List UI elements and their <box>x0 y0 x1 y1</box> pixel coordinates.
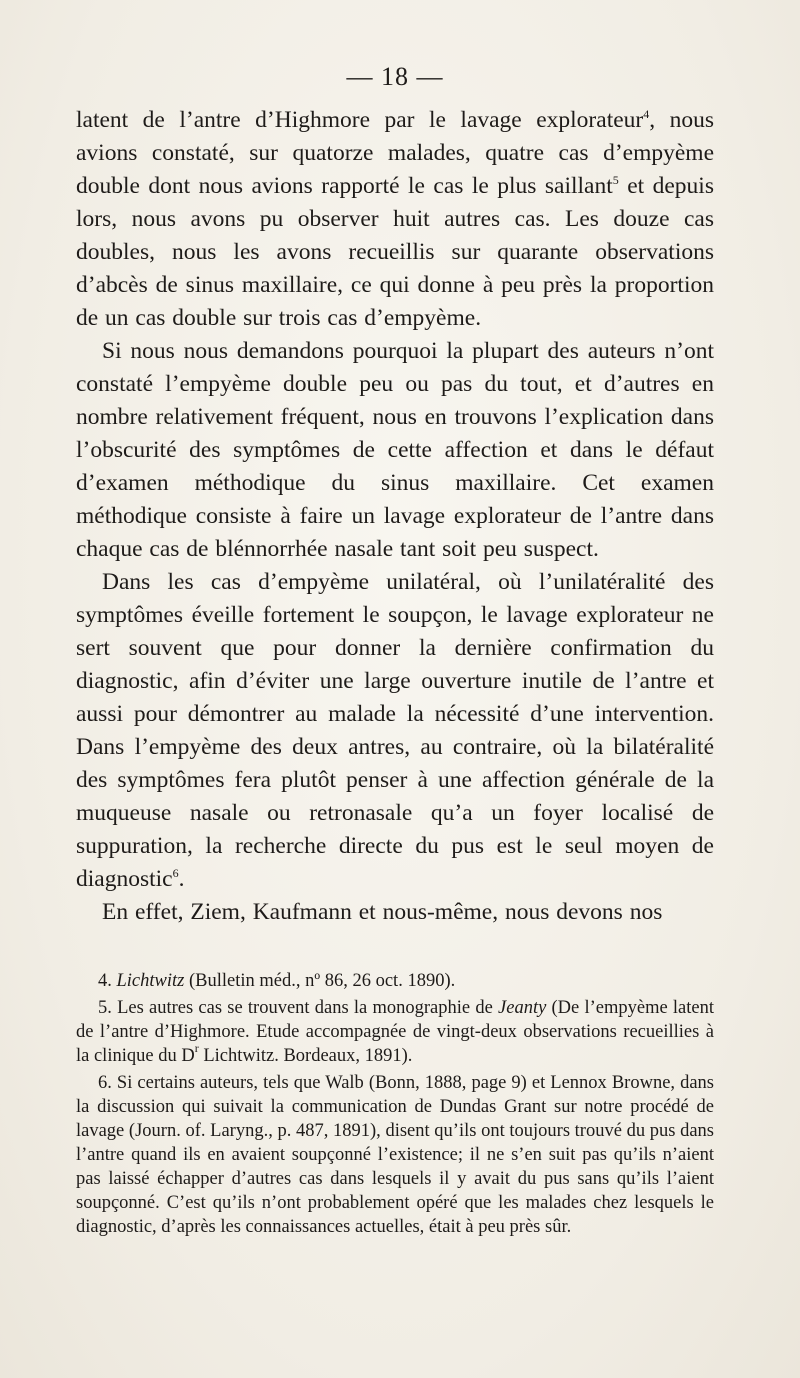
footnote-author: Lichtwitz <box>116 971 185 991</box>
paragraph-1: latent de l’antre d’Highmore par le lavage explorateur$^4$, nous avions constaté, sur quatorze malades, quatre cas d’empyème double dont nous avions rapporté le cas le plus saillant$^5$ et depuis lors, nous avons pu observer huit autres cas. Les douze cas doubles, nous les avons recueillis sur quarante observations d’abcès de sinus maxillaire, ce qui donne à peu près la proportion de un cas double sur trois cas d’empyème. <box>76 107 714 331</box>
footnote-6: 6. Si certains auteurs, tels que Walb (Bonn, 1888, page 9) et Lennox Browne, dans la discussion qui suivait la communication de Dundas Grant sur notre procédé de lavage (Journ. of. Laryng., p. 487, 1891), disent qu’ils ont toujours trouvé du pus dans l’antre quand ils en avaient soupçonné l’existence; il ne s’en suit pas qu’ils n’aient pas laissé échapper d’autres cas dans lesquels il y avait du pus sans qu’ils l’aient soupçonné. C’est qu’ils n’ont probablement opéré que les malades chez lesquels le diagnostic, d’après les connaissances actuelles, était à peu près sûr. <box>76 1073 714 1237</box>
page-number: — 18 — <box>346 62 444 91</box>
paragraph-3: Dans les cas d’empyème unilatéral, où l’unilatéralité des symptômes éveille fortement le soupçon, le lavage explorateur ne sert souvent que pour donner la dernière confirmation du diagnostic, afin d’éviter une large ouverture inutile de l’antre et aussi pour démontrer au malade la nécessité d’une intervention. Dans l’empyème des deux antres, au contraire, où la bilatéralité des symptômes fera plutôt penser à une affection générale de la muqueuse nasale ou retronasale qu’a un foyer localisé de suppuration, la recherche directe du pus est le seul moyen de diagnostic$^6$. <box>76 569 714 892</box>
footnote-number: 4. <box>98 971 112 991</box>
footnote-number: 5. <box>98 998 112 1018</box>
footnotes <box>76 969 714 1239</box>
body-text <box>76 104 714 929</box>
footnote-number: 6. <box>98 1073 112 1093</box>
footnote-4: 4. Lichtwitz (Bulletin méd., nº 86, 26 oct. 1890). <box>98 971 456 991</box>
paragraph-2: Si nous nous demandons pourquoi la plupart des auteurs n’ont constaté l’empyème double peu ou pas du tout, et d’autres en nombre relativement fréquent, nous en trouvons l’explication dans l’obscurité des symptômes de cette affection et dans le défaut d’examen méthodique du sinus maxillaire. Cet examen méthodique consiste à faire un lavage explorateur de l’antre dans chaque cas de blénnorrhée nasale tant soit peu suspect. <box>76 338 714 562</box>
footnote-ref-6[interactable]: 6 <box>172 866 179 880</box>
footnote-5: 5. Les autres cas se trouvent dans la monographie de Jeanty (De l’empyème latent de l’antre d’Highmore. Etude accompagnée de vingt-deux observations recueillies à la clinique du $D^r$ Lichtwitz. Bordeaux, 1891). <box>76 998 715 1066</box>
footnote-author: Jeanty <box>498 998 547 1018</box>
footnote-ref-5[interactable]: 5 <box>612 173 619 187</box>
paragraph-4: En effet, Ziem, Kaufmann et nous-même, nous devons nos <box>102 899 663 925</box>
footnote-ref-4[interactable]: 4 <box>643 107 650 121</box>
